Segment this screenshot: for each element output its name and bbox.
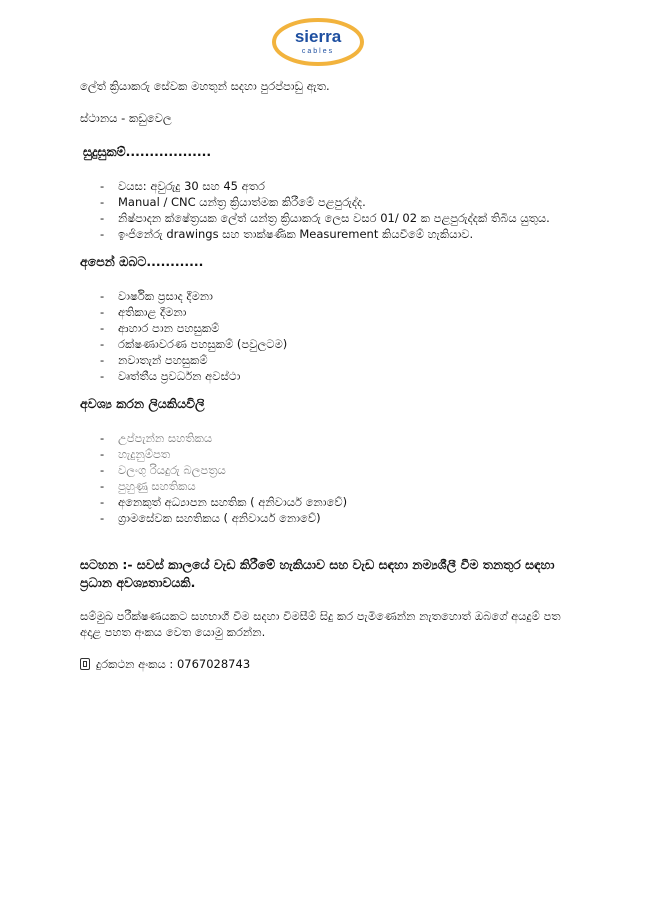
benefits-heading: අපෙන් ඔබට............: [80, 254, 204, 269]
list-item: - ඉංජිනේරු drawings සහ තාක්ෂණික Measurement කියවීමේ හැකියාව.: [100, 227, 474, 241]
logo-sub-text: cables: [301, 48, 335, 55]
list-item: - වලංගු රියදුරු බලපත්‍රය: [100, 463, 226, 477]
list-item: - පුහුණු සහතිකය: [100, 479, 196, 493]
sierra-cables-logo: [272, 18, 364, 66]
list-item: - හැදුනුම්පත: [100, 447, 171, 461]
list-item: - වෘත්තීය ප්‍රවර්ධන අවස්ථා: [100, 369, 241, 383]
list-item: - අනෙකුත් අධ්‍යාපන සහතික ( අනිවාර්ය නොවේ): [100, 495, 348, 509]
phone-icon: [80, 658, 90, 670]
note-text: සටහන :- සවස් කාලයේ වැඩ කිරීමේ හැකියාව සහ වැඩ සඳහා නම්‍යශීලී වීම තනතුර සඳහා ප්‍රධාන අවශ්‍යතාවයකි.: [80, 557, 555, 590]
documents-heading: අවශ්‍ය කරන ලියකියවිලි: [80, 396, 205, 411]
logo-brand-text: sierra: [294, 27, 342, 46]
list-item: - වයස: අවුරුදු 30 සහ 45 අතර: [100, 179, 265, 193]
list-item: - උප්පැන්න සහතිකය: [100, 431, 213, 445]
list-item: - අතිකාළ දීමනා: [100, 305, 187, 319]
list-item: - Manual / CNC යන්ත්‍ර ක්‍රියාත්මක කිරීමේ පළපුරුද්ද.: [100, 195, 366, 209]
benefits-list: [80, 288, 580, 384]
phone-contact: [80, 656, 580, 672]
qualifications-heading: සුදුසුකම්..................: [83, 144, 212, 159]
list-item: - නවාතැන් පහසුකම්: [100, 353, 208, 367]
list-item: - වාර්ෂික ප්‍රසාද දීමනා: [100, 289, 213, 303]
list-item: - ග්‍රාමසේවක සහතිකය ( අනිවාර්ය නොවේ): [100, 511, 321, 525]
application-instructions: සම්මුඛ පරීක්ෂණයකට සහභාගී වීම සදහා විමසීම් සිදු කර පැමිණෙන්න නැතහොත් ඔබගේ අයදුම් පත අදාළ පහත අංකය වෙත යොමු කරන්න.: [80, 609, 561, 639]
list-item: - නිෂ්පාදන ක්ෂේත්‍රයක ලේත් යන්ත්‍ර ක්‍රියාකරු ලෙස වසර 01/ 02 ක පළපුරුද්දක් තිබිය යුතුය.: [100, 211, 550, 225]
list-item: - රක්ෂණාවරණ පහසුකම් (පවුලටම): [100, 337, 288, 351]
job-advert-body: [80, 78, 580, 672]
list-item: - ආහාර පාන පහසුකම්: [100, 321, 220, 335]
phone-number-text: දුරකථන අංකය : 0767028743: [96, 657, 251, 671]
intro-text: ලේත් ක්‍රියාකරු සේවක මහතුන් සදහා පුරප්පාඩු ඇත.: [80, 79, 330, 93]
location-text: ස්ථානය - කඩුවෙල: [80, 111, 172, 125]
documents-list: [80, 430, 580, 526]
qualifications-list: [80, 178, 580, 242]
